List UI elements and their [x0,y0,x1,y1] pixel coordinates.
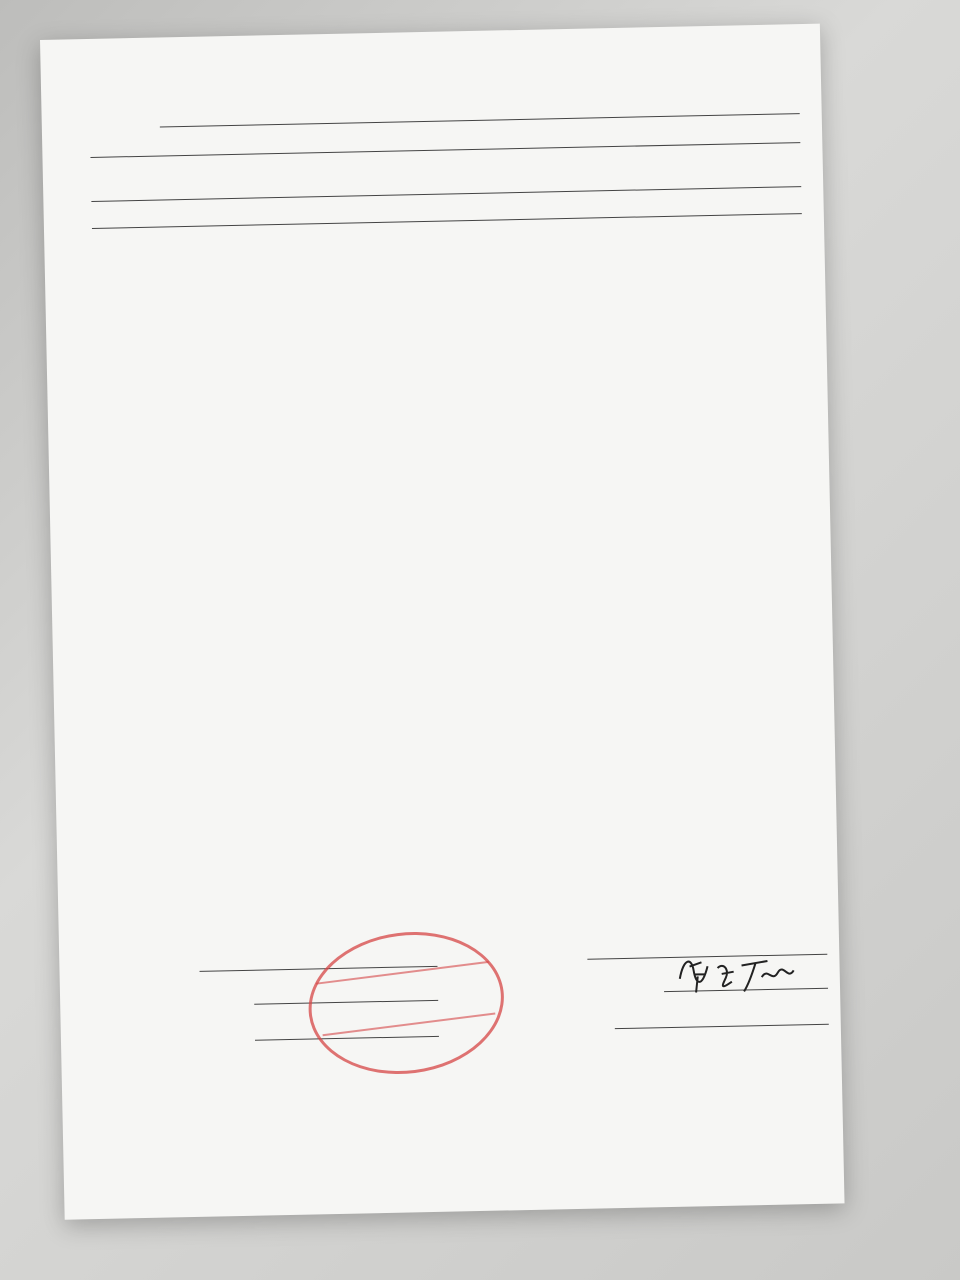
seal-band [316,961,495,1036]
handwritten-signature [671,946,802,999]
company-seal [300,921,512,1085]
clause-9-5-label [90,113,106,124]
contract-content [89,86,802,229]
fill-line [615,1024,829,1029]
date-row [538,1006,828,1036]
contract-page [40,24,845,1220]
